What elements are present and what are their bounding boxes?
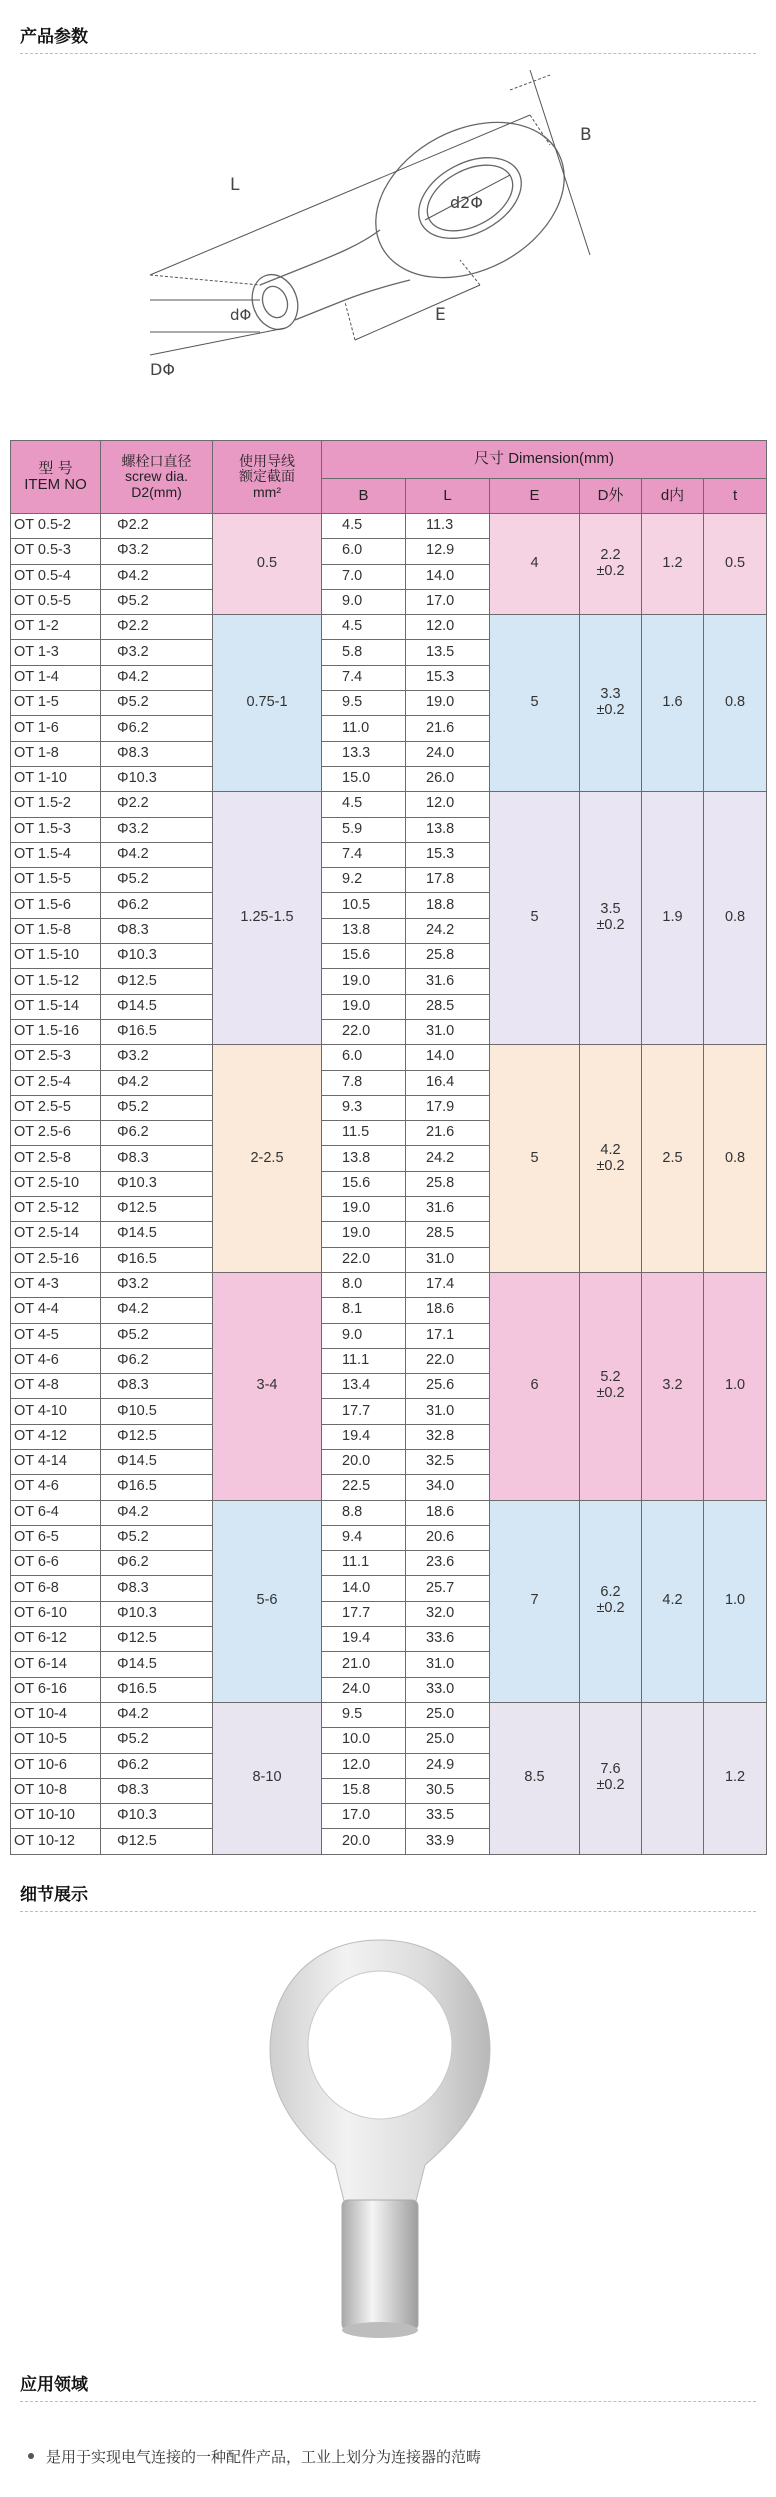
cell-item-no: OT 1.5-12 [11, 969, 101, 994]
cell-L: 19.0 [406, 691, 490, 716]
cell-screw-dia: Φ6.2 [101, 716, 213, 741]
cell-L: 12.0 [406, 615, 490, 640]
cell-screw-dia: Φ6.2 [101, 1121, 213, 1146]
cell-item-no: OT 2.5-8 [11, 1146, 101, 1171]
cell-B: 20.0 [322, 1449, 406, 1474]
cell-screw-dia: Φ4.2 [101, 1500, 213, 1525]
ring-terminal-dimension-diagram [110, 70, 670, 400]
cell-screw-dia: Φ3.2 [101, 1045, 213, 1070]
cell-B: 13.8 [322, 918, 406, 943]
cell-L: 25.8 [406, 944, 490, 969]
cell-item-no: OT 1.5-14 [11, 994, 101, 1019]
cell-screw-dia: Φ5.2 [101, 868, 213, 893]
cell-item-no: OT 1-5 [11, 691, 101, 716]
cell-L: 12.0 [406, 792, 490, 817]
cell-d-inner [642, 1702, 704, 1854]
cell-item-no: OT 1.5-10 [11, 944, 101, 969]
cell-B: 19.4 [322, 1627, 406, 1652]
label-D: DΦ [150, 360, 175, 379]
cell-L: 31.0 [406, 1399, 490, 1424]
cell-B: 15.0 [322, 766, 406, 791]
cell-E: 5 [490, 792, 580, 1045]
cell-screw-dia: Φ4.2 [101, 1070, 213, 1095]
cell-L: 24.9 [406, 1753, 490, 1778]
cell-screw-dia: Φ16.5 [101, 1475, 213, 1500]
cell-item-no: OT 1.5-16 [11, 1019, 101, 1044]
cell-B: 11.1 [322, 1348, 406, 1373]
cell-screw-dia: Φ10.3 [101, 1601, 213, 1626]
cell-screw-dia: Φ8.3 [101, 1146, 213, 1171]
cell-item-no: OT 4-8 [11, 1374, 101, 1399]
cell-B: 21.0 [322, 1652, 406, 1677]
cell-item-no: OT 6-16 [11, 1677, 101, 1702]
cell-L: 23.6 [406, 1551, 490, 1576]
cell-B: 17.7 [322, 1601, 406, 1626]
cell-L: 21.6 [406, 1121, 490, 1146]
cell-wire-section: 1.25-1.5 [213, 792, 322, 1045]
cell-d-inner: 2.5 [642, 1045, 704, 1273]
cell-screw-dia: Φ14.5 [101, 994, 213, 1019]
cell-screw-dia: Φ5.2 [101, 1323, 213, 1348]
cell-L: 13.8 [406, 817, 490, 842]
cell-L: 14.0 [406, 1045, 490, 1070]
cell-L: 25.0 [406, 1728, 490, 1753]
table-row [11, 792, 767, 817]
label-B: B [580, 125, 592, 145]
cell-B: 5.9 [322, 817, 406, 842]
cell-item-no: OT 2.5-3 [11, 1045, 101, 1070]
cell-wire-section: 0.75-1 [213, 615, 322, 792]
cell-B: 9.5 [322, 691, 406, 716]
cell-L: 13.5 [406, 640, 490, 665]
cell-d-inner: 1.9 [642, 792, 704, 1045]
cell-B: 15.6 [322, 944, 406, 969]
cell-screw-dia: Φ8.3 [101, 918, 213, 943]
cell-B: 19.0 [322, 1197, 406, 1222]
cell-B: 7.4 [322, 842, 406, 867]
section-title-usage: 应用领域 [20, 2370, 756, 2402]
header-E: E [490, 479, 580, 514]
cell-screw-dia: Φ4.2 [101, 1702, 213, 1727]
cell-t: 1.2 [704, 1702, 767, 1854]
cell-wire-section: 0.5 [213, 514, 322, 615]
cell-L: 11.3 [406, 514, 490, 539]
cell-L: 15.3 [406, 842, 490, 867]
cell-L: 25.8 [406, 1171, 490, 1196]
cell-E: 5 [490, 615, 580, 792]
header-screw: 螺栓口直径 screw dia. D2(mm) [101, 441, 213, 514]
cell-B: 8.8 [322, 1500, 406, 1525]
cell-screw-dia: Φ8.3 [101, 1374, 213, 1399]
cell-screw-dia: Φ8.3 [101, 1576, 213, 1601]
cell-item-no: OT 6-8 [11, 1576, 101, 1601]
label-L: L [230, 175, 240, 195]
cell-item-no: OT 1.5-3 [11, 817, 101, 842]
cell-B: 10.0 [322, 1728, 406, 1753]
cell-D-outer: 2.2 ±0.2 [580, 514, 642, 615]
cell-E: 6 [490, 1272, 580, 1500]
cell-item-no: OT 1.5-6 [11, 893, 101, 918]
cell-B: 11.1 [322, 1551, 406, 1576]
section-title-detail: 细节展示 [20, 1880, 756, 1912]
cell-item-no: OT 2.5-5 [11, 1095, 101, 1120]
cell-screw-dia: Φ14.5 [101, 1652, 213, 1677]
cell-screw-dia: Φ14.5 [101, 1449, 213, 1474]
section-title-params: 产品参数 [20, 22, 756, 54]
cell-L: 21.6 [406, 716, 490, 741]
cell-B: 17.7 [322, 1399, 406, 1424]
cell-E: 7 [490, 1500, 580, 1702]
cell-screw-dia: Φ8.3 [101, 1778, 213, 1803]
cell-screw-dia: Φ4.2 [101, 842, 213, 867]
cell-item-no: OT 6-10 [11, 1601, 101, 1626]
cell-E: 5 [490, 1045, 580, 1273]
cell-L: 18.8 [406, 893, 490, 918]
table-row [11, 1500, 767, 1525]
cell-item-no: OT 10-5 [11, 1728, 101, 1753]
cell-wire-section: 2-2.5 [213, 1045, 322, 1273]
cell-item-no: OT 10-4 [11, 1702, 101, 1727]
cell-wire-section: 5-6 [213, 1500, 322, 1702]
cell-t: 1.0 [704, 1500, 767, 1702]
cell-item-no: OT 6-6 [11, 1551, 101, 1576]
cell-d-inner: 4.2 [642, 1500, 704, 1702]
cell-B: 9.0 [322, 589, 406, 614]
cell-L: 31.0 [406, 1019, 490, 1044]
cell-wire-section: 3-4 [213, 1272, 322, 1500]
ring-terminal-photo [250, 1935, 510, 2345]
header-t: t [704, 479, 767, 514]
header-item: 型 号 ITEM NO [11, 441, 101, 514]
cell-screw-dia: Φ5.2 [101, 589, 213, 614]
cell-L: 31.6 [406, 969, 490, 994]
cell-screw-dia: Φ4.2 [101, 1298, 213, 1323]
cell-screw-dia: Φ12.5 [101, 1627, 213, 1652]
cell-B: 10.5 [322, 893, 406, 918]
cell-t: 0.5 [704, 514, 767, 615]
cell-item-no: OT 1-6 [11, 716, 101, 741]
cell-screw-dia: Φ10.3 [101, 1804, 213, 1829]
cell-screw-dia: Φ16.5 [101, 1677, 213, 1702]
cell-L: 18.6 [406, 1298, 490, 1323]
label-d: dΦ [230, 306, 252, 324]
cell-screw-dia: Φ10.5 [101, 1399, 213, 1424]
cell-L: 24.0 [406, 741, 490, 766]
cell-B: 7.4 [322, 665, 406, 690]
cell-d-inner: 3.2 [642, 1272, 704, 1500]
table-row [11, 1702, 767, 1727]
cell-screw-dia: Φ10.3 [101, 944, 213, 969]
cell-L: 17.1 [406, 1323, 490, 1348]
cell-screw-dia: Φ12.5 [101, 1829, 213, 1854]
cell-wire-section: 8-10 [213, 1702, 322, 1854]
cell-item-no: OT 1.5-4 [11, 842, 101, 867]
cell-item-no: OT 1.5-2 [11, 792, 101, 817]
cell-B: 4.5 [322, 514, 406, 539]
cell-item-no: OT 1-8 [11, 741, 101, 766]
label-E: E [435, 305, 446, 325]
cell-L: 33.0 [406, 1677, 490, 1702]
header-dimension: 尺寸 Dimension(mm) [322, 441, 767, 479]
header-L: L [406, 479, 490, 514]
cell-L: 25.0 [406, 1702, 490, 1727]
cell-L: 31.0 [406, 1652, 490, 1677]
cell-screw-dia: Φ6.2 [101, 1348, 213, 1373]
cell-screw-dia: Φ5.2 [101, 1095, 213, 1120]
cell-item-no: OT 6-14 [11, 1652, 101, 1677]
cell-L: 30.5 [406, 1778, 490, 1803]
cell-item-no: OT 4-5 [11, 1323, 101, 1348]
cell-screw-dia: Φ5.2 [101, 691, 213, 716]
cell-E: 4 [490, 514, 580, 615]
cell-item-no: OT 2.5-16 [11, 1247, 101, 1272]
cell-item-no: OT 0.5-3 [11, 539, 101, 564]
spec-table [10, 440, 767, 1855]
cell-item-no: OT 0.5-2 [11, 514, 101, 539]
cell-screw-dia: Φ4.2 [101, 564, 213, 589]
cell-L: 31.6 [406, 1197, 490, 1222]
cell-L: 33.9 [406, 1829, 490, 1854]
cell-screw-dia: Φ2.2 [101, 615, 213, 640]
cell-D-outer: 4.2 ±0.2 [580, 1045, 642, 1273]
cell-B: 22.0 [322, 1019, 406, 1044]
cell-item-no: OT 6-12 [11, 1627, 101, 1652]
cell-screw-dia: Φ3.2 [101, 640, 213, 665]
cell-t: 1.0 [704, 1272, 767, 1500]
cell-L: 17.8 [406, 868, 490, 893]
cell-screw-dia: Φ3.2 [101, 817, 213, 842]
cell-D-outer: 3.5 ±0.2 [580, 792, 642, 1045]
cell-B: 17.0 [322, 1804, 406, 1829]
cell-B: 13.8 [322, 1146, 406, 1171]
cell-B: 6.0 [322, 539, 406, 564]
cell-L: 25.7 [406, 1576, 490, 1601]
cell-L: 34.0 [406, 1475, 490, 1500]
cell-L: 22.0 [406, 1348, 490, 1373]
cell-L: 33.6 [406, 1627, 490, 1652]
cell-L: 18.6 [406, 1500, 490, 1525]
cell-L: 17.9 [406, 1095, 490, 1120]
cell-B: 19.0 [322, 1222, 406, 1247]
cell-item-no: OT 4-6 [11, 1475, 101, 1500]
cell-B: 13.3 [322, 741, 406, 766]
cell-B: 19.4 [322, 1424, 406, 1449]
usage-item: 是用于实现电气连接的一种配件产品，工业上划分为连接器的范畴 [28, 2446, 481, 2467]
cell-t: 0.8 [704, 1045, 767, 1273]
table-row [11, 1272, 767, 1297]
cell-item-no: OT 4-14 [11, 1449, 101, 1474]
cell-item-no: OT 4-10 [11, 1399, 101, 1424]
cell-B: 4.5 [322, 792, 406, 817]
cell-item-no: OT 1-2 [11, 615, 101, 640]
cell-L: 33.5 [406, 1804, 490, 1829]
cell-B: 12.0 [322, 1753, 406, 1778]
cell-L: 32.5 [406, 1449, 490, 1474]
cell-item-no: OT 1.5-8 [11, 918, 101, 943]
cell-L: 24.2 [406, 1146, 490, 1171]
header-B: B [322, 479, 406, 514]
cell-B: 15.6 [322, 1171, 406, 1196]
cell-B: 13.4 [322, 1374, 406, 1399]
cell-B: 7.8 [322, 1070, 406, 1095]
cell-item-no: OT 10-10 [11, 1804, 101, 1829]
cell-B: 14.0 [322, 1576, 406, 1601]
cell-item-no: OT 1.5-5 [11, 868, 101, 893]
cell-screw-dia: Φ10.3 [101, 766, 213, 791]
cell-item-no: OT 2.5-6 [11, 1121, 101, 1146]
cell-screw-dia: Φ12.5 [101, 1197, 213, 1222]
cell-B: 22.0 [322, 1247, 406, 1272]
cell-B: 6.0 [322, 1045, 406, 1070]
cell-B: 22.5 [322, 1475, 406, 1500]
cell-B: 9.0 [322, 1323, 406, 1348]
cell-L: 12.9 [406, 539, 490, 564]
cell-L: 17.0 [406, 589, 490, 614]
cell-item-no: OT 1-3 [11, 640, 101, 665]
cell-L: 15.3 [406, 665, 490, 690]
cell-screw-dia: Φ3.2 [101, 539, 213, 564]
cell-B: 4.5 [322, 615, 406, 640]
cell-item-no: OT 4-12 [11, 1424, 101, 1449]
cell-L: 31.0 [406, 1247, 490, 1272]
spec-table-body [11, 514, 767, 1855]
cell-d-inner: 1.6 [642, 615, 704, 792]
cell-L: 32.0 [406, 1601, 490, 1626]
cell-L: 20.6 [406, 1525, 490, 1550]
cell-B: 8.0 [322, 1272, 406, 1297]
cell-B: 20.0 [322, 1829, 406, 1854]
cell-item-no: OT 2.5-14 [11, 1222, 101, 1247]
header-Dout: D外 [580, 479, 642, 514]
cell-L: 28.5 [406, 994, 490, 1019]
cell-item-no: OT 6-5 [11, 1525, 101, 1550]
cell-item-no: OT 1-4 [11, 665, 101, 690]
cell-t: 0.8 [704, 792, 767, 1045]
cell-screw-dia: Φ5.2 [101, 1525, 213, 1550]
cell-item-no: OT 2.5-4 [11, 1070, 101, 1095]
cell-B: 24.0 [322, 1677, 406, 1702]
cell-screw-dia: Φ5.2 [101, 1728, 213, 1753]
cell-item-no: OT 0.5-4 [11, 564, 101, 589]
cell-B: 7.0 [322, 564, 406, 589]
cell-screw-dia: Φ6.2 [101, 1551, 213, 1576]
cell-D-outer: 3.3 ±0.2 [580, 615, 642, 792]
cell-screw-dia: Φ2.2 [101, 514, 213, 539]
cell-L: 16.4 [406, 1070, 490, 1095]
cell-L: 25.6 [406, 1374, 490, 1399]
cell-B: 19.0 [322, 994, 406, 1019]
cell-B: 5.8 [322, 640, 406, 665]
cell-E: 8.5 [490, 1702, 580, 1854]
cell-B: 11.0 [322, 716, 406, 741]
header-din: d内 [642, 479, 704, 514]
cell-item-no: OT 4-6 [11, 1348, 101, 1373]
cell-item-no: OT 2.5-12 [11, 1197, 101, 1222]
cell-B: 9.4 [322, 1525, 406, 1550]
cell-item-no: OT 2.5-10 [11, 1171, 101, 1196]
cell-item-no: OT 6-4 [11, 1500, 101, 1525]
cell-screw-dia: Φ12.5 [101, 1424, 213, 1449]
cell-screw-dia: Φ16.5 [101, 1019, 213, 1044]
cell-L: 28.5 [406, 1222, 490, 1247]
cell-item-no: OT 10-8 [11, 1778, 101, 1803]
cell-item-no: OT 10-6 [11, 1753, 101, 1778]
cell-item-no: OT 4-4 [11, 1298, 101, 1323]
cell-B: 11.5 [322, 1121, 406, 1146]
cell-L: 32.8 [406, 1424, 490, 1449]
cell-D-outer: 6.2 ±0.2 [580, 1500, 642, 1702]
cell-screw-dia: Φ16.5 [101, 1247, 213, 1272]
cell-L: 26.0 [406, 766, 490, 791]
cell-L: 14.0 [406, 564, 490, 589]
cell-screw-dia: Φ10.3 [101, 1171, 213, 1196]
table-row [11, 514, 767, 539]
table-row [11, 1045, 767, 1070]
cell-screw-dia: Φ3.2 [101, 1272, 213, 1297]
cell-screw-dia: Φ14.5 [101, 1222, 213, 1247]
cell-t: 0.8 [704, 615, 767, 792]
cell-screw-dia: Φ12.5 [101, 969, 213, 994]
cell-B: 9.2 [322, 868, 406, 893]
cell-screw-dia: Φ8.3 [101, 741, 213, 766]
cell-B: 15.8 [322, 1778, 406, 1803]
cell-L: 24.2 [406, 918, 490, 943]
cell-B: 9.3 [322, 1095, 406, 1120]
cell-d-inner: 1.2 [642, 514, 704, 615]
cell-B: 9.5 [322, 1702, 406, 1727]
cell-screw-dia: Φ6.2 [101, 1753, 213, 1778]
cell-screw-dia: Φ6.2 [101, 893, 213, 918]
cell-item-no: OT 4-3 [11, 1272, 101, 1297]
cell-item-no: OT 10-12 [11, 1829, 101, 1854]
cell-screw-dia: Φ4.2 [101, 665, 213, 690]
table-row [11, 615, 767, 640]
cell-B: 8.1 [322, 1298, 406, 1323]
cell-item-no: OT 1-10 [11, 766, 101, 791]
cell-item-no: OT 0.5-5 [11, 589, 101, 614]
header-wire: 使用导线 额定截面 mm² [213, 441, 322, 514]
cell-D-outer: 5.2 ±0.2 [580, 1272, 642, 1500]
usage-list [28, 2446, 481, 2467]
cell-screw-dia: Φ2.2 [101, 792, 213, 817]
cell-D-outer: 7.6 ±0.2 [580, 1702, 642, 1854]
cell-L: 17.4 [406, 1272, 490, 1297]
label-d2: d2Φ [450, 193, 483, 212]
cell-B: 19.0 [322, 969, 406, 994]
